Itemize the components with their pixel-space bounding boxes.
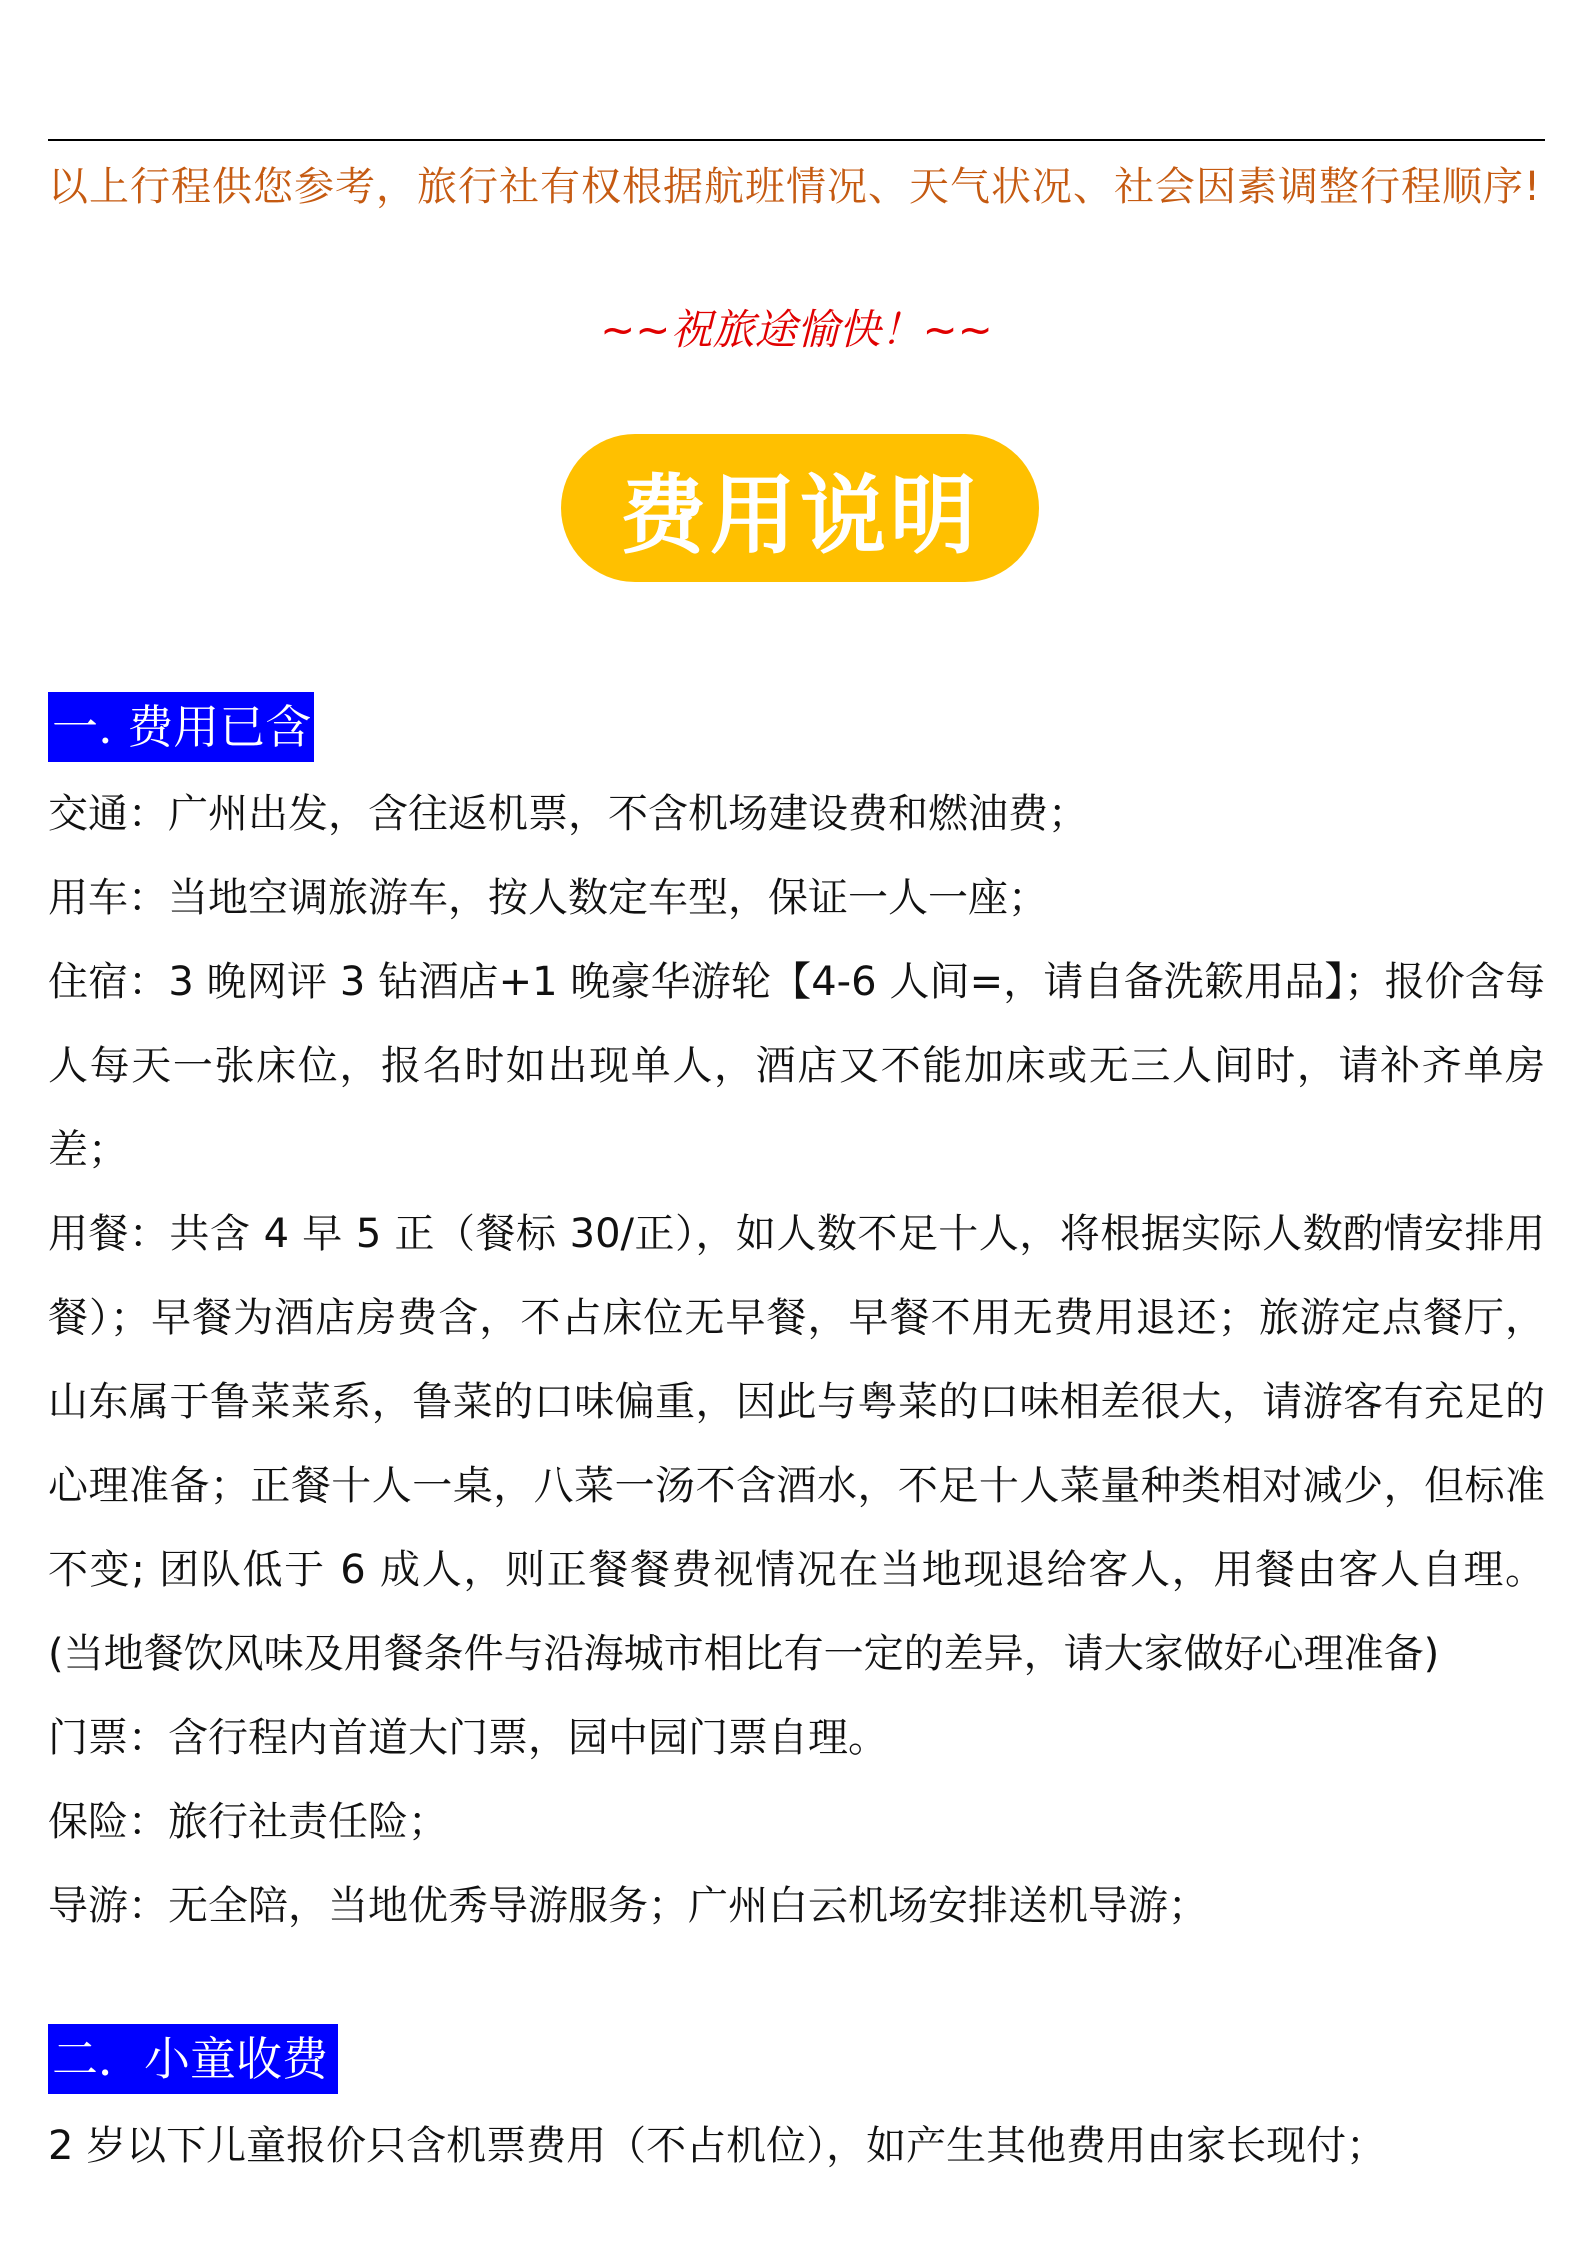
item-meals: 用餐：共含 4 早 5 正（餐标 30/正），如人数不足十人，将根据实际人数酌情安排用餐）；早餐为酒店房费含，不占床位无早餐，早餐不用无费用退还；旅游定点餐厅，山东属于鲁菜菜系，鲁菜的口味偏重，因此与粤菜的口味相差很大，请游客有充足的心理准备；正餐十人一桌，八菜一汤不含酒水，不足十人菜量种类相对减少，但标准不变; 团队低于 6 成人，则正餐餐费视情况在当地现退给客人，用餐由客人自理。 (当地餐饮风味及用餐条件与沿海城市相比有一定的差异，请大家做好心理准备) bbox=[48, 1211, 1545, 1677]
item-insurance: 保险：旅行社责任险； bbox=[48, 1799, 448, 1845]
item-vehicle: 用车：当地空调旅游车，按人数定车型，保证一人一座； bbox=[48, 875, 1048, 921]
section-heading-child-fees: 二．小童收费 bbox=[48, 2024, 338, 2094]
included-list bbox=[48, 772, 1545, 1948]
title-pill bbox=[561, 434, 1039, 582]
header-divider bbox=[48, 139, 1545, 141]
item-tickets: 门票：含行程内首道大门票，园中园门票自理。 bbox=[48, 1715, 888, 1761]
travel-wish: ~~祝旅途愉快！~~ bbox=[600, 305, 993, 354]
item-accommodation: 住宿：3 晚网评 3 钻酒店+1 晚豪华游轮【4-6 人间=，请自备洗簌用品】；报价含每人每天一张床位，报名时如出现单人，酒店又不能加床或无三人间时，请补齐单房差； bbox=[48, 959, 1545, 1173]
item-guide: 导游：无全陪，当地优秀导游服务；广州白云机场安排送机导游； bbox=[48, 1883, 1208, 1929]
page-title: 费用说明 bbox=[620, 465, 980, 566]
section-heading-included: 一. 费用已含 bbox=[48, 692, 314, 762]
itinerary-notice: 以上行程供您参考，旅行社有权根据航班情况、天气状况、社会因素调整行程顺序! bbox=[48, 164, 1542, 210]
item-child-under-2: 2 岁以下儿童报价只含机票费用（不占机位），如产生其他费用由家长现付； bbox=[48, 2123, 1387, 2169]
document-page bbox=[48, 0, 1545, 2245]
item-transport: 交通：广州出发，含往返机票，不含机场建设费和燃油费； bbox=[48, 791, 1088, 837]
child-fee-list bbox=[48, 2104, 1545, 2188]
